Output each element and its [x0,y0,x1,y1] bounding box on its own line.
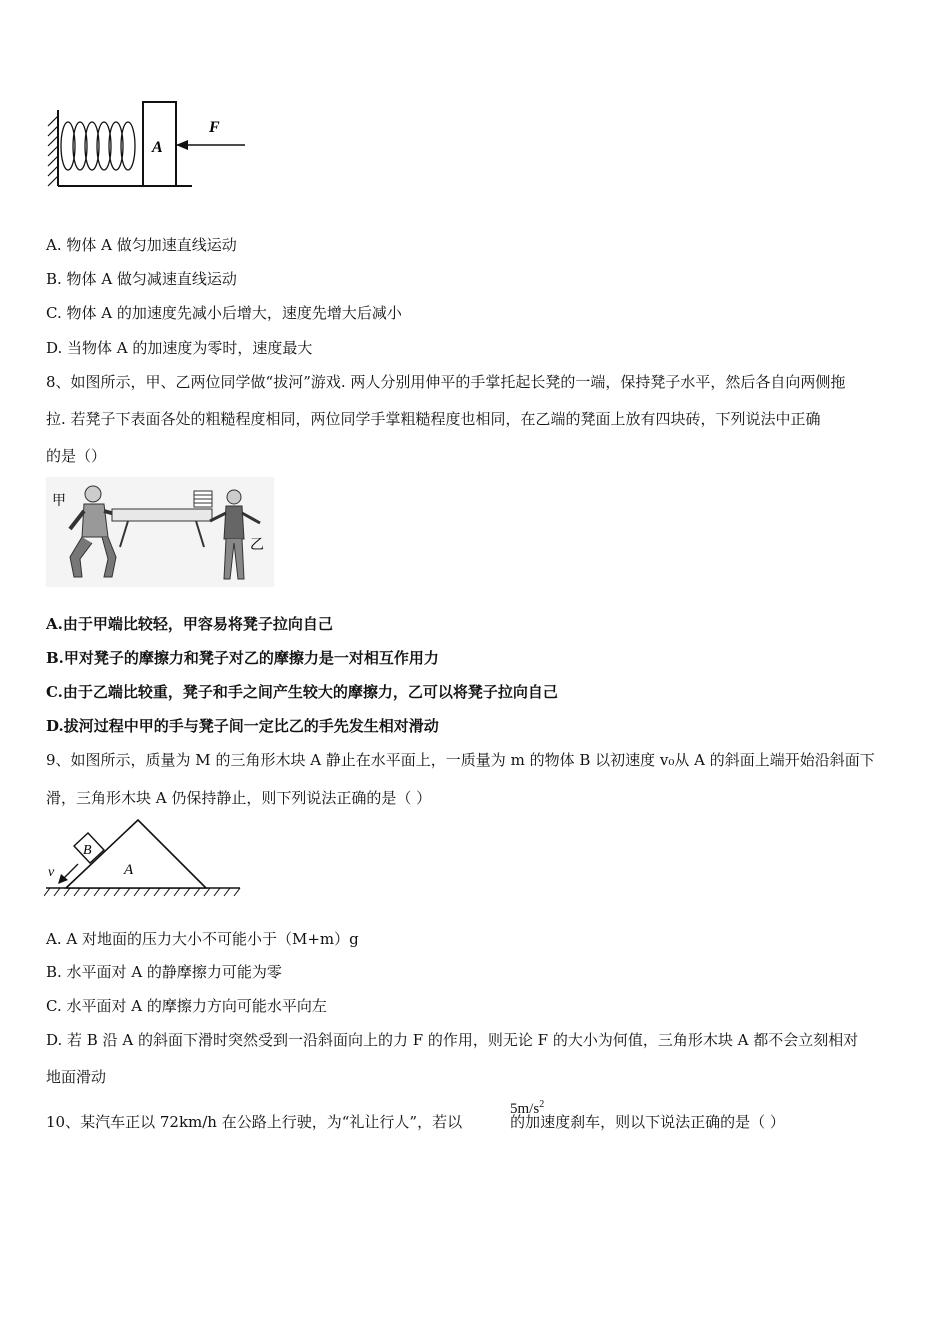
q9-option-d-continued: 地面滑动 [46,1068,107,1086]
incline-figure [44,814,244,900]
q10-stem-before: 10、某汽车正以 72km/h 在公路上行驶，为“礼让行人”，若以 [46,1113,463,1131]
q7-option-b: B. 物体 A 做匀减速直线运动 [46,270,237,288]
block-b-label: B [83,843,92,858]
block-a-label: A [124,862,134,878]
q10-stem-after: 的加速度刹车，则以下说法正确的是（ ） [510,1113,785,1131]
q8-option-c: C.由于乙端比较重，凳子和手之间产生较大的摩擦力，乙可以将凳子拉向自己 [46,683,558,701]
q8-option-b: B.甲对凳子的摩擦力和凳子对乙的摩擦力是一对相互作用力 [46,649,439,667]
q7-option-d: D. 当物体 A 的加速度为零时，速度最大 [46,339,313,357]
tug-of-war-figure [46,477,274,587]
q10-stem [46,1112,785,1132]
q10-formula-base: 5m/s [510,1101,540,1117]
spring-block-figure [42,98,252,190]
q10-formula [510,1099,544,1118]
block-label: A [152,139,163,156]
q8-stem-line3: 的是（） [46,447,107,465]
person-jia-label: 甲 [52,493,66,509]
q9-stem-line1: 9、如图所示，质量为 M 的三角形木块 A 静止在水平面上，一质量为 m 的物体 B 以初速度 v₀从 A 的斜面上端开始沿斜面下 [46,751,875,769]
q9-option-d: D. 若 B 沿 A 的斜面下滑时突然受到一沿斜面向上的力 F 的作用，则无论 F 的大小为何值，三角形木块 A 都不会立刻相对 [46,1031,859,1049]
q9-option-b: B. 水平面对 A 的静摩擦力可能为零 [46,963,282,981]
q8-stem-line1: 8、如图所示，甲、乙两位同学做“拔河”游戏. 两人分别用伸平的手掌托起长凳的一端，保持凳子水平，然后各自向两侧拖 [46,373,846,391]
q8-option-d: D.拔河过程中甲的手与凳子间一定比乙的手先发生相对滑动 [46,717,439,735]
q7-option-c: C. 物体 A 的加速度先减小后增大，速度先增大后减小 [46,304,402,322]
person-yi-label: 乙 [250,537,264,553]
q8-stem-line2: 拉. 若凳子下表面各处的粗糙程度相同，两位同学手掌粗糙程度也相同，在乙端的凳面上放有四块砖，下列说法中正确 [46,410,821,428]
force-label: F [209,119,220,136]
q7-option-a: A. 物体 A 做匀加速直线运动 [46,236,237,254]
q9-option-a: A. A 对地面的压力大小不可能小于（M+m）g [46,930,359,948]
q8-option-a: A.由于甲端比较轻，甲容易将凳子拉向自己 [46,615,333,633]
q10-formula-exponent: 2 [539,1099,545,1110]
velocity-label: v [48,865,55,880]
q9-stem-line2: 滑，三角形木块 A 仍保持静止，则下列说法正确的是（ ） [46,789,432,807]
q9-option-c: C. 水平面对 A 的摩擦力方向可能水平向左 [46,997,327,1015]
